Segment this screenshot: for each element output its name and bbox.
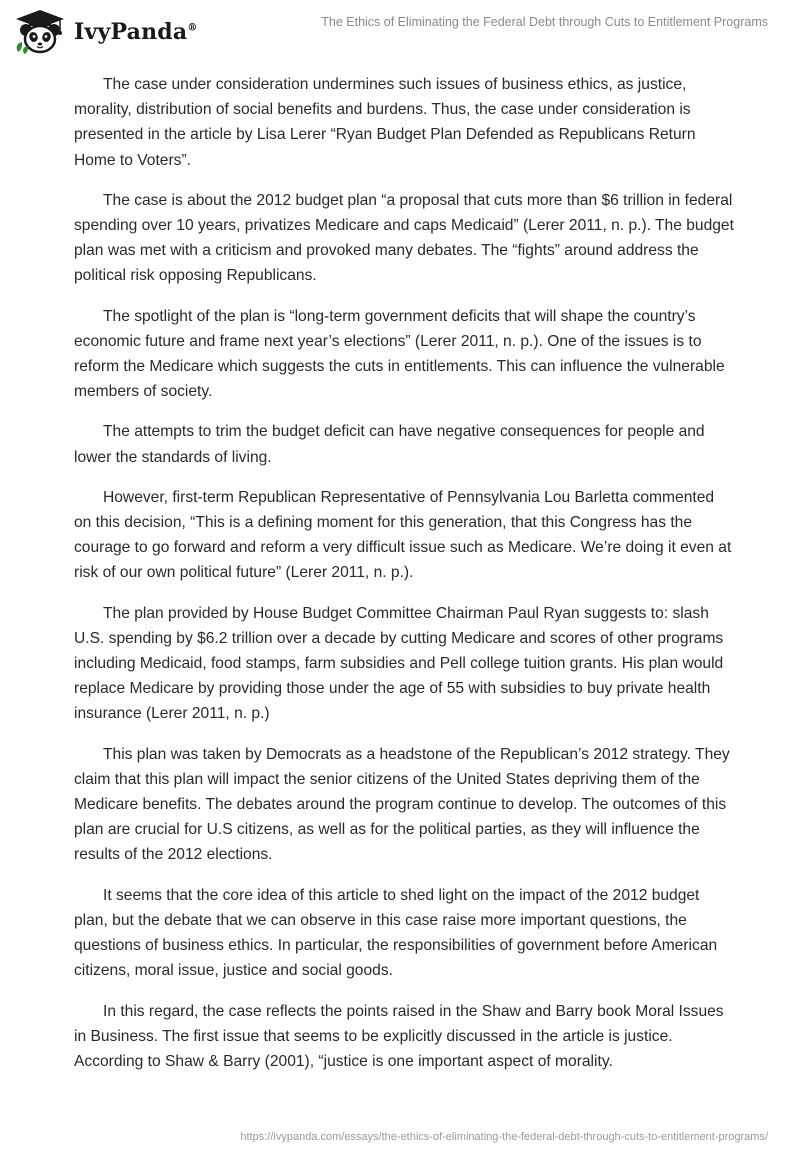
paragraph-1: The case under consideration undermines such issues of business ethics, as justice, morality, distribution of social benefits and burdens. Thus, the case under consideration is presented in the article by Lisa Lerer “Ryan Budget Plan Defended as Republicans Return Home to Voters”. (74, 76, 696, 169)
paragraph-9: In this regard, the case reflects the points raised in the Shaw and Barry book Moral Issues in Business. The first issue that seems to be explicitly discussed in the article is justice. According to Shaw & Barry (2001), “justice is one important aspect of morality. (74, 1002, 724, 1070)
source-url[interactable]: https://ivypanda.com/essays/the-ethics-of-eliminating-the-federal-debt-through-cuts-to-entitlement-programs/ (240, 1131, 768, 1143)
paragraph-4: The attempts to trim the budget deficit can have negative consequences for people and lower the standards of living. (74, 423, 705, 466)
panda-graduate-icon (14, 8, 66, 56)
page-header (0, 0, 800, 64)
paragraph-5: However, first-term Republican Representative of Pennsylvania Lou Barletta commented on this decision, “This is a defining moment for this generation, that this Congress has the courage to go forward and reform a very difficult issue such as Medicare. We’re doing it even at risk of our own political future” (Lerer 2011, n. p.). (74, 488, 732, 582)
registered-mark: ® (187, 22, 198, 34)
logo-text: IvyPanda® (74, 19, 198, 45)
paragraph-2: The case is about the 2012 budget plan “a proposal that cuts more than $6 trillion in federal spending over 10 years, privatizes Medicare and caps Medicaid” (Lerer 2011, n. p.). The budget plan was met with a criticism and provoked many debates. The “fights” around address the political risk opposing Republicans. (74, 191, 734, 285)
paragraph-7: This plan was taken by Democrats as a headstone of the Republican’s 2012 strategy. They claim that this plan will impact the senior citizens of the United States depriving them of the Medicare benefits. The debates around the program continue to develop. The outcomes of this plan are crucial for U.S citizens, as well as for the political parties, as they will influence the results of the 2012 elections. (74, 745, 730, 864)
essay-body (74, 72, 734, 1089)
ivypanda-logo[interactable] (14, 8, 198, 56)
paragraph-6: The plan provided by House Budget Committee Chairman Paul Ryan suggests to: slash U.S. spending by $6.2 trillion over a decade by cutting Medicare and scores of other programs including Medicaid, food stamps, farm subsidies and Pell college tuition grants. His plan would replace Medicare by providing those under the age of 55 with subsidies to buy private health insurance (Lerer 2011, n. p.) (74, 604, 724, 723)
document-title: The Ethics of Eliminating the Federal Debt through Cuts to Entitlement Programs (321, 15, 768, 29)
paragraph-8: It seems that the core idea of this article to shed light on the impact of the 2012 budget plan, but the debate that we can observe in this case raise more important questions, the questions of business ethics. In particular, the responsibilities of government before American citizens, moral issue, justice and social goods. (74, 886, 718, 980)
paragraph-3: The spotlight of the plan is “long-term government deficits that will shape the country’s economic future and frame next year’s elections” (Lerer 2011, n. p.). One of the issues is to reform the Medicare which suggests the cuts in entitlements. This can influence the vulnerable members of society. (74, 307, 725, 401)
